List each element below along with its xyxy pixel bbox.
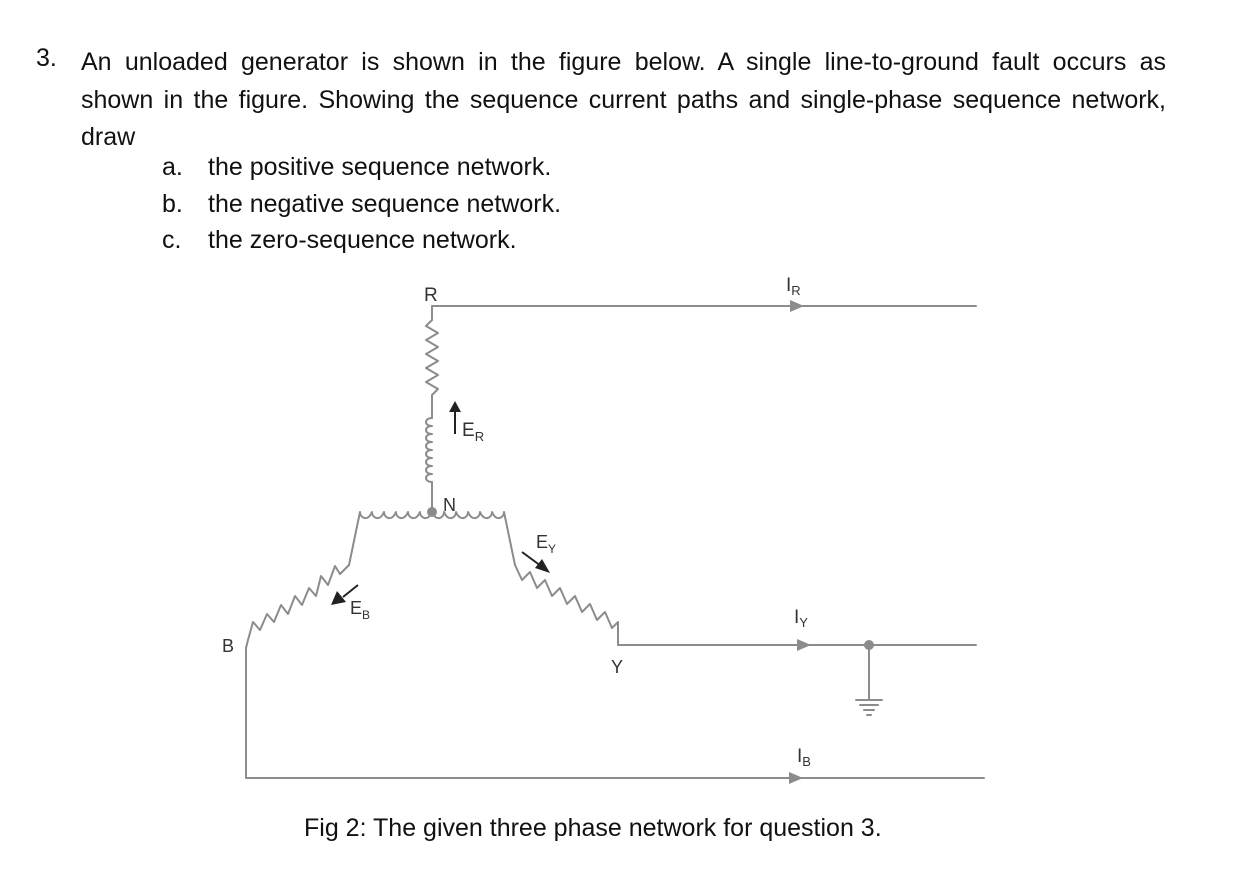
current-ir-main: I: [786, 275, 792, 296]
node-label-r: R: [424, 285, 438, 306]
emf-eb-sub: B: [362, 608, 371, 622]
current-label-ib: [797, 746, 811, 769]
current-ir-sub: R: [791, 283, 801, 298]
question-line-1: An unloaded generator is shown in the figure below. A single line-to-ground fault occurs as: [81, 48, 1166, 76]
ground-symbol: [856, 700, 882, 715]
coil-b: [349, 512, 432, 565]
node-label-n: N: [443, 495, 456, 515]
part-b-label: b.: [162, 189, 183, 218]
emf-ey-sub: Y: [548, 542, 557, 556]
current-iy-main: I: [794, 607, 800, 628]
emf-label-er: [462, 420, 484, 444]
fault-node: [864, 640, 874, 650]
emf-label-ey: [536, 532, 556, 556]
er-arrow-icon: [449, 401, 461, 434]
part-a-label: a.: [162, 153, 183, 181]
part-c-text: the zero-sequence network.: [208, 226, 517, 254]
current-ib-sub: B: [802, 754, 811, 769]
resistor-b: [246, 565, 349, 648]
ey-arrow-icon: [522, 552, 550, 573]
ib-arrow-icon: [789, 772, 803, 784]
current-ib-main: I: [797, 746, 803, 767]
resistor-r: [426, 320, 438, 418]
resistor-y: [515, 565, 976, 645]
neutral-node: [427, 507, 437, 517]
line-r: [432, 306, 976, 320]
emf-eb-main: E: [350, 598, 363, 618]
current-label-iy: [794, 607, 808, 630]
coil-r: [426, 418, 432, 512]
emf-er-main: E: [462, 420, 475, 441]
emf-label-eb: [350, 598, 370, 622]
ir-arrow-icon: [790, 300, 804, 312]
node-label-y: Y: [611, 657, 624, 677]
part-b-text: the negative sequence network.: [208, 189, 562, 218]
node-label-b: B: [222, 636, 235, 656]
part-c-label: c.: [162, 226, 182, 254]
part-a-text: the positive sequence network.: [208, 153, 552, 181]
current-label-ir: [786, 275, 801, 298]
emf-ey-main: E: [536, 532, 549, 552]
figure-caption: Fig 2: The given three phase network for question 3.: [304, 814, 882, 842]
current-iy-sub: Y: [799, 615, 808, 630]
question-number: 3.: [36, 44, 57, 72]
iy-arrow-icon: [797, 639, 811, 651]
coil-y: [432, 512, 515, 565]
emf-er-sub: R: [474, 429, 485, 444]
question-line-2: shown in the figure. Showing the sequence current paths and single-phase sequence network,: [81, 85, 1166, 114]
question-line-3: draw: [81, 123, 136, 151]
